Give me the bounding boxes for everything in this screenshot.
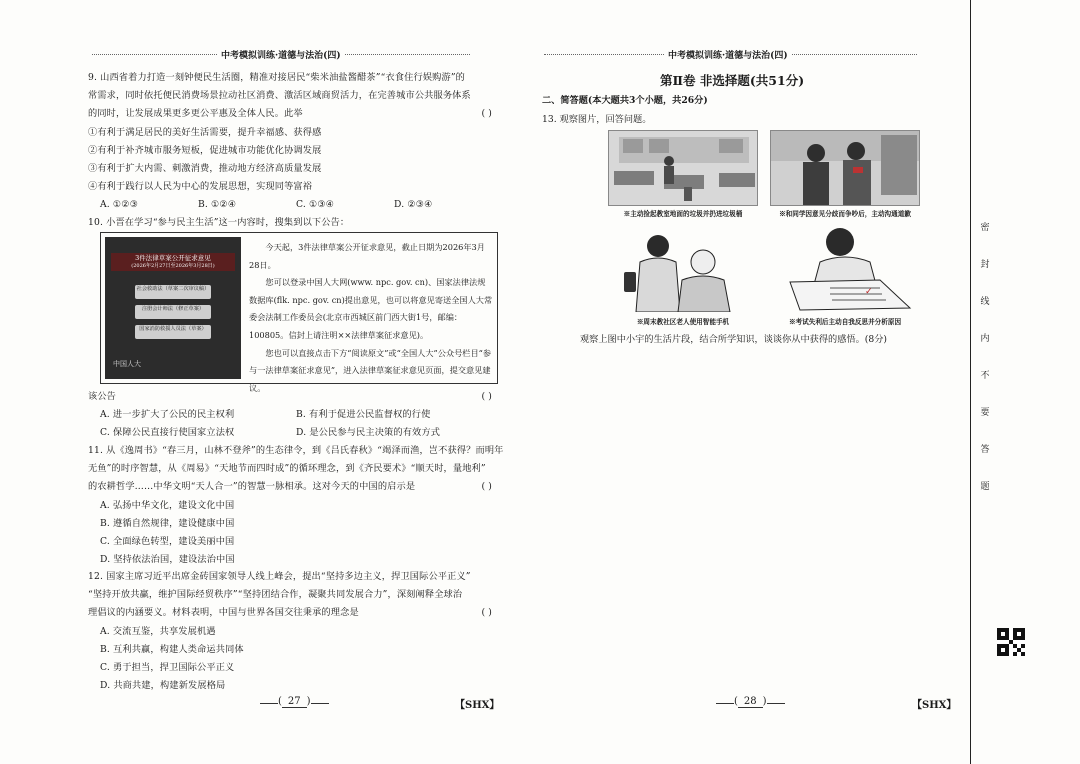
q10-stem: 10. 小晋在学习“参与民主生活”这一内容时，搜集到以下公告： bbox=[88, 217, 350, 228]
left-page bbox=[0, 0, 520, 764]
q12-line: “坚持开放共赢，维护国际经贸秩序”“坚持团结合作，凝聚共同发展合力”，深刻阐释全球治 bbox=[88, 589, 463, 601]
header-dots-left bbox=[544, 54, 664, 55]
q9-statement: ②有利于补齐城市服务短板，促进城市功能优化协调发展 bbox=[88, 144, 322, 156]
self-reflection-illustration bbox=[770, 222, 920, 312]
answer-paren[interactable]: ( ) bbox=[481, 481, 492, 493]
binding-line bbox=[970, 0, 971, 764]
svg-text:✓: ✓ bbox=[865, 287, 873, 297]
notice-paragraph: 您可以登录中国人大网(www. npc. gov. cn)、国家法律法规数据库(flk. npc. gov. cn)提出意见，也可以将意见寄送全国人大常委会法制工作委员会(北京市西城区前门西大街1号，邮编：100805。信封上请注明××法律草案征求意见)。 bbox=[249, 277, 493, 340]
qr-code-icon[interactable] bbox=[997, 628, 1025, 656]
self-reflection-picture bbox=[770, 222, 920, 312]
option-b[interactable]: B. 遵循自然规律，建设健康中国 bbox=[100, 517, 235, 529]
option-a[interactable]: A. 弘扬中华文化，建设文化中国 bbox=[100, 499, 235, 511]
question-10-tail bbox=[88, 388, 492, 443]
seal-char: 答 bbox=[980, 445, 990, 455]
question-13-prompt: 观察上图中小宇的生活片段，结合所学知识，谈谈你从中获得的感悟。(8分) bbox=[580, 334, 888, 345]
answer-paren[interactable]: ( ) bbox=[481, 391, 492, 402]
q9-options bbox=[88, 196, 492, 214]
page-number: 27 bbox=[282, 696, 307, 708]
question-13-stem: 13. 观察图片，回答问题。 bbox=[542, 114, 652, 125]
q10-tail: 该公告 bbox=[88, 391, 117, 402]
seal-char: 线 bbox=[980, 297, 990, 307]
caption: ※考试失利后主动自我反思并分析原因 bbox=[788, 318, 902, 326]
header-dots-left bbox=[92, 54, 217, 55]
answer-paren[interactable]: ( ) bbox=[481, 607, 492, 619]
option-d[interactable]: D. 坚持依法治国，建设法治中国 bbox=[100, 554, 235, 566]
poster-button: 注册会计师法（修正草案） bbox=[135, 305, 211, 319]
header-title-right: 中考模拟训练·道德与法治(四) bbox=[668, 51, 788, 61]
option-c[interactable]: C. ①③④ bbox=[296, 199, 335, 211]
question-11 bbox=[88, 442, 504, 569]
q9-line: 9. 山西省着力打造一刻钟便民生活圈，精准对接居民“柴米油盐酱醋茶”“衣食住行娱购游”的 bbox=[88, 72, 466, 83]
seal-char: 要 bbox=[980, 408, 990, 418]
q10-tail-line bbox=[88, 388, 492, 406]
question-10-stem bbox=[88, 214, 492, 232]
q9-statement: ④有利于践行以人民为中心的发展思想，实现同等富裕 bbox=[88, 181, 313, 193]
q10-options-row bbox=[88, 406, 492, 424]
page-number: 28 bbox=[738, 696, 763, 708]
poster-subtitle: (2026年2月27日至2026年3月28日) bbox=[131, 263, 215, 269]
poster-image bbox=[105, 237, 241, 379]
notice-paragraph: 今天起，3件法律草案公开征求意见，截止日期为2026年3月28日。 bbox=[249, 242, 485, 270]
classroom-illustration bbox=[609, 131, 758, 206]
series-tag-right: 【SHX】 bbox=[912, 700, 957, 711]
q11-line: 11. 从《逸周书》“春三月，山林不登斧”的生态律令，到《吕氏春秋》“竭泽而渔，岂不获得？而明年 bbox=[88, 445, 504, 456]
section-subtitle: 二、简答题(本大题共3个小题，共26分) bbox=[542, 95, 708, 106]
poster-logo: 中国人大 bbox=[113, 360, 141, 368]
q11-line: 的农耕哲学……中华文明“天人合一”的智慧一脉相承。这对今天的中国的启示是 bbox=[88, 481, 416, 493]
option-c[interactable]: C. 全面绿色转型，建设美丽中国 bbox=[100, 535, 235, 547]
apology-illustration bbox=[771, 131, 920, 206]
elderly-phone-picture bbox=[608, 228, 758, 312]
poster-button: 国家消防救援人员法（草案） bbox=[135, 325, 211, 339]
q9-statement: ③有利于扩大内需、刺激消费，推动地方经济高质量发展 bbox=[88, 162, 322, 174]
option-c[interactable]: C. 勇于担当，捍卫国际公平正义 bbox=[100, 661, 235, 673]
answer-paren[interactable]: ( ) bbox=[481, 108, 492, 120]
option-d[interactable]: D. 是公民参与民主决策的有效方式 bbox=[296, 427, 441, 439]
q9-line-last bbox=[88, 105, 492, 123]
q10-options-row bbox=[88, 424, 492, 442]
notice-box bbox=[100, 232, 498, 393]
poster-title-text: 3件法律草案公开征求意见 bbox=[135, 254, 211, 262]
caption: ※和同学因意见分歧而争吵后，主动沟通道歉 bbox=[779, 210, 911, 218]
header-dots-right bbox=[345, 54, 470, 55]
notice-paragraph: 您也可以直接点击下方“阅读原文”或“全国人大”公众号栏目“参与一法律草案征求意见”，进入法律草案征求意见页面，提交意见建议。 bbox=[249, 347, 492, 393]
option-d[interactable]: D. 共商共建，构建新发展格局 bbox=[100, 680, 226, 692]
poster-button: 社会救助法（草案二次审议稿） bbox=[135, 285, 211, 299]
q11-line-last bbox=[88, 478, 492, 496]
option-c[interactable]: C. 保障公民直接行使国家立法权 bbox=[100, 427, 235, 439]
q12-line: 理倡议的内涵要义。材料表明，中国与世界各国交往秉承的理念是 bbox=[88, 607, 359, 619]
notice-text bbox=[249, 239, 493, 397]
page-number-right: ( 28 ) bbox=[716, 696, 785, 708]
running-header-right bbox=[540, 48, 960, 61]
option-a[interactable]: A. 交流互鉴，共享发展机遇 bbox=[100, 625, 216, 637]
caption: ※主动捡起教室地面的垃圾并扔进垃圾桶 bbox=[623, 210, 743, 218]
header-title-left: 中考模拟训练·道德与法治(四) bbox=[221, 51, 341, 61]
right-page bbox=[530, 0, 960, 764]
option-b[interactable]: B. ①②④ bbox=[198, 199, 237, 211]
question-12 bbox=[88, 568, 492, 695]
seal-char: 密 bbox=[980, 223, 990, 233]
poster-title bbox=[111, 253, 235, 271]
option-b[interactable]: B. 有利于促进公民监督权的行使 bbox=[296, 409, 431, 421]
page-number-left: ( 27 ) bbox=[260, 696, 329, 708]
seal-char: 封 bbox=[980, 260, 990, 270]
q11-line: 无鱼”的时序智慧，从《周易》“天地节而四时成”的循环理念，到《齐民要术》“顺天时，量地利” bbox=[88, 463, 486, 475]
header-dots-right bbox=[792, 54, 917, 55]
option-d[interactable]: D. ②③④ bbox=[394, 199, 433, 211]
section-title: 第Ⅱ卷 非选择题(共51分) bbox=[660, 73, 805, 88]
option-b[interactable]: B. 互利共赢，构建人类命运共同体 bbox=[100, 643, 244, 655]
q9-line: 的同时，让发展成果更多更公平惠及全体人民。此举 bbox=[88, 108, 303, 120]
question-9 bbox=[88, 69, 492, 215]
q12-line: 12. 国家主席习近平出席金砖国家领导人线上峰会，提出“坚持多边主义，捍卫国际公平正义” bbox=[88, 571, 471, 582]
elderly-phone-illustration bbox=[608, 228, 758, 312]
running-header-left bbox=[88, 48, 488, 61]
series-tag-left: 【SHX】 bbox=[455, 700, 500, 711]
seal-line-text bbox=[978, 210, 992, 506]
classroom-picture bbox=[608, 130, 758, 206]
option-a[interactable]: A. 进一步扩大了公民的民主权利 bbox=[100, 409, 235, 421]
seal-char: 内 bbox=[980, 334, 990, 344]
caption: ※周末教社区老人使用智能手机 bbox=[636, 318, 730, 326]
seal-char: 不 bbox=[980, 371, 990, 381]
apology-picture bbox=[770, 130, 920, 206]
q12-line-last bbox=[88, 604, 492, 622]
q9-statement: ①有利于满足居民的美好生活需要，提升幸福感、获得感 bbox=[88, 126, 322, 138]
option-a[interactable]: A. ①②③ bbox=[100, 199, 139, 211]
seal-char: 题 bbox=[980, 482, 990, 492]
q9-line: 常需求，同时依托便民消费场景拉动社区消费、激活区域商贸活力，在完善城市公共服务体系 bbox=[88, 90, 471, 102]
